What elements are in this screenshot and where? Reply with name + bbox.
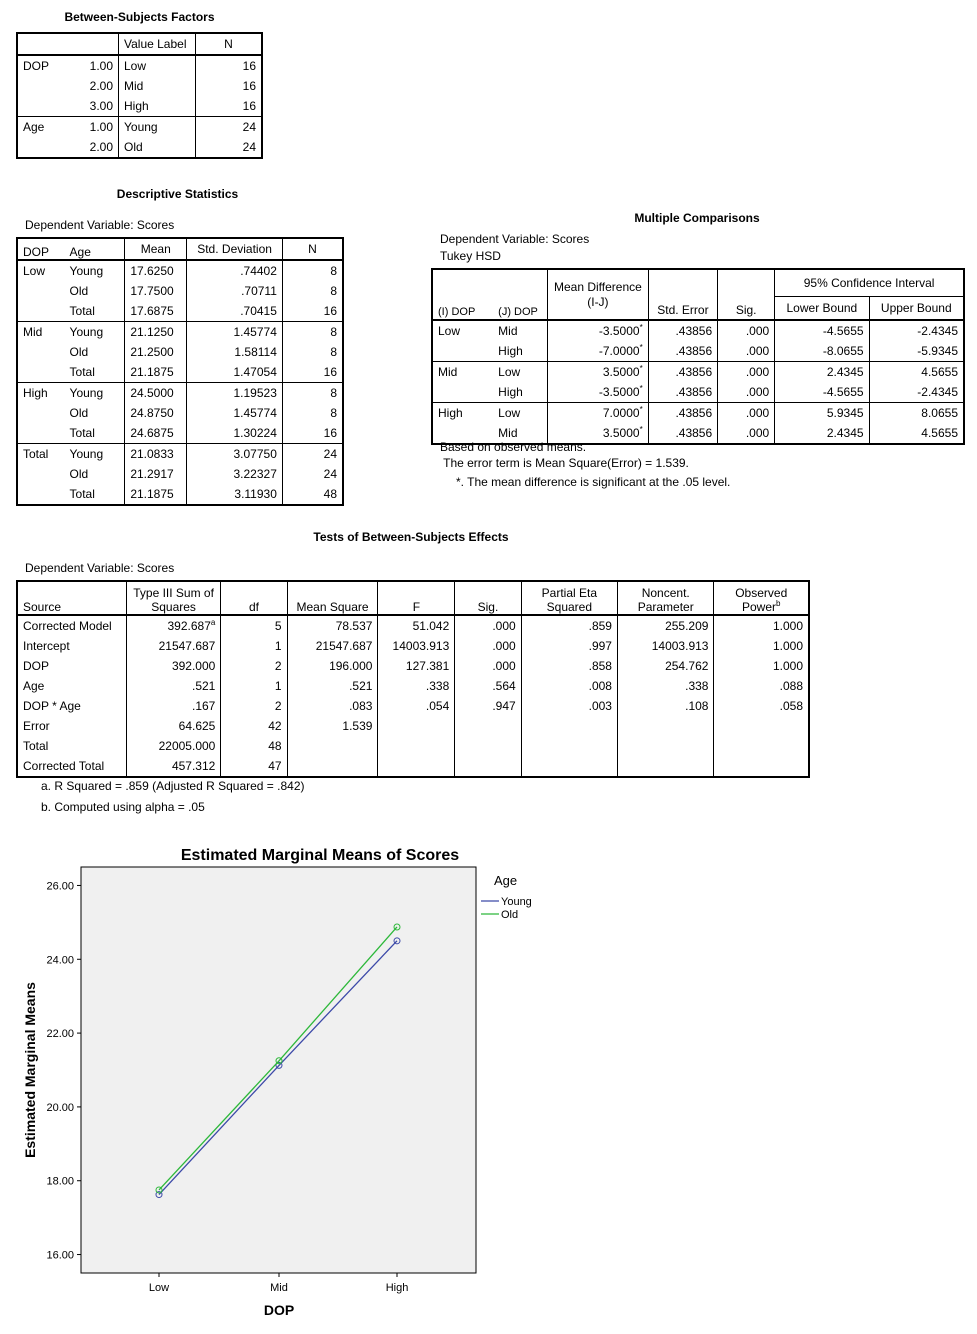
mean-value: 24.5000 xyxy=(125,383,187,404)
ss-value: 64.625 xyxy=(178,719,216,733)
factor-name: Age xyxy=(23,120,45,134)
header-eta: Partial Eta Squared xyxy=(521,581,617,615)
df-value: 48 xyxy=(221,736,287,756)
sig-value: .000 xyxy=(718,423,775,444)
df-value: 2 xyxy=(221,656,287,676)
sd-value: 1.58114 xyxy=(187,342,283,362)
header-sd: Std. Deviation xyxy=(187,238,283,260)
table-row xyxy=(17,96,262,117)
source-name: Corrected Model xyxy=(23,619,112,633)
tests-table xyxy=(16,580,810,778)
source-name: Age xyxy=(23,679,45,693)
sd-value: 3.07750 xyxy=(187,444,283,465)
eta-value: .003 xyxy=(521,696,617,716)
df-value: 1 xyxy=(221,676,287,696)
sd-value: 1.19523 xyxy=(187,383,283,404)
factor-level: 2.00 xyxy=(89,140,113,154)
mean-diff-cell xyxy=(548,382,649,403)
y-tick-label: 20.00 xyxy=(46,1101,74,1114)
f-value: .054 xyxy=(378,696,455,716)
ss-cell xyxy=(126,656,221,676)
age-level: Young xyxy=(69,386,104,400)
n-value: 16 xyxy=(196,76,263,96)
ss-value: .167 xyxy=(191,699,216,713)
j-dop: High xyxy=(498,344,523,358)
mean-diff-cell xyxy=(548,341,649,362)
table-row xyxy=(17,716,809,736)
descriptives-dep-var: Dependent Variable: Scores xyxy=(25,218,175,232)
x-tick-label: Mid xyxy=(270,1282,288,1294)
table-row xyxy=(432,382,964,403)
header-upper-bound: Upper Bound xyxy=(869,297,964,321)
eta-value: .008 xyxy=(521,676,617,696)
multiple-comparisons-table xyxy=(431,268,965,445)
ms-value: .083 xyxy=(287,696,378,716)
ss-cell xyxy=(126,736,221,756)
table-row xyxy=(432,403,964,424)
header-f: F xyxy=(378,581,455,615)
age-level: Old xyxy=(69,345,89,359)
sd-value: 1.47054 xyxy=(187,362,283,383)
power-value: 1.000 xyxy=(714,636,809,656)
table-row xyxy=(17,423,343,444)
y-tick-label: 22.00 xyxy=(46,1028,74,1041)
power-value: 1.000 xyxy=(714,615,809,636)
sig-value: .000 xyxy=(718,362,775,383)
power-value xyxy=(714,716,809,736)
lower-bound-value: -8.0655 xyxy=(775,341,869,362)
tests-dep-var: Dependent Variable: Scores xyxy=(25,561,175,575)
eta-value xyxy=(521,736,617,756)
sd-value: 3.11930 xyxy=(187,484,283,505)
table-row xyxy=(17,55,262,76)
age-level: Young xyxy=(69,264,104,278)
eta-value: .997 xyxy=(521,636,617,656)
source-name: Total xyxy=(23,739,49,753)
ss-value: 392.687 xyxy=(167,619,211,633)
table-row xyxy=(17,615,809,636)
f-value: 51.042 xyxy=(378,615,455,636)
noncent-value xyxy=(617,716,713,736)
between-factors-table xyxy=(16,32,263,159)
dop-group: High xyxy=(23,386,48,400)
table-row xyxy=(17,444,343,465)
header-power-label: Observed Power xyxy=(735,586,788,614)
table-row xyxy=(432,320,964,341)
power-value: 1.000 xyxy=(714,656,809,676)
source-name: DOP * Age xyxy=(23,699,81,713)
upper-bound-value: 4.5655 xyxy=(869,362,964,383)
std-error-value: .43856 xyxy=(648,341,717,362)
header-lower-bound: Lower Bound xyxy=(775,297,869,321)
header-sig: Sig. xyxy=(455,581,521,615)
table-row xyxy=(17,117,262,138)
eta-value xyxy=(521,756,617,777)
table-row xyxy=(17,342,343,362)
header-mean: Mean xyxy=(125,238,187,260)
ms-value: 21547.687 xyxy=(287,636,378,656)
sig-value: .000 xyxy=(718,341,775,362)
n-value: 8 xyxy=(282,260,343,281)
sd-value: 3.22327 xyxy=(187,464,283,484)
eta-value xyxy=(521,716,617,736)
n-value: 24 xyxy=(282,464,343,484)
sig-value: .947 xyxy=(455,696,521,716)
std-error-value: .43856 xyxy=(648,362,717,383)
table-row xyxy=(17,403,343,423)
x-axis-label: DOP xyxy=(263,1302,295,1318)
table-row xyxy=(432,341,964,362)
power-value: .058 xyxy=(714,696,809,716)
mean-value: 17.7500 xyxy=(125,281,187,301)
age-level: Total xyxy=(69,304,95,318)
lower-bound-value: 2.4345 xyxy=(775,362,869,383)
mean-value: 21.1250 xyxy=(125,322,187,343)
sig-value: .000 xyxy=(718,382,775,403)
descriptives-title: Descriptive Statistics xyxy=(116,187,239,201)
table-row xyxy=(17,362,343,383)
sig-value: .000 xyxy=(718,403,775,424)
significance-star: * xyxy=(639,405,643,414)
ss-value: 21547.687 xyxy=(158,639,216,653)
mc-footnote-2: The error term is Mean Square(Error) = 1.539. xyxy=(440,456,689,470)
n-value: 8 xyxy=(282,403,343,423)
factor-level: 1.00 xyxy=(89,59,113,73)
ss-value: .521 xyxy=(191,679,216,693)
table-row xyxy=(17,676,809,696)
age-level: Total xyxy=(69,426,95,440)
n-value: 24 xyxy=(282,444,343,465)
y-tick-label: 18.00 xyxy=(46,1175,74,1188)
dop-group: Total xyxy=(23,447,49,461)
header-age: Age xyxy=(69,245,91,259)
table-row xyxy=(17,756,809,777)
mean-value: 24.6875 xyxy=(125,423,187,444)
table-row xyxy=(17,464,343,484)
sig-value: .000 xyxy=(455,636,521,656)
x-tick-label: Low xyxy=(148,1282,170,1294)
between-factors-title: Between-Subjects Factors xyxy=(64,10,215,24)
table-row xyxy=(17,656,809,676)
chart-title: Estimated Marginal Means of Scores xyxy=(180,847,460,864)
n-value: 8 xyxy=(282,342,343,362)
dop-group: Low xyxy=(23,264,46,278)
sig-value xyxy=(455,756,521,777)
mean-diff-value: -3.5000 xyxy=(598,324,640,338)
legend-title: Age xyxy=(494,873,518,888)
header-noncent: Noncent. Parameter xyxy=(617,581,713,615)
mean-diff-value: 3.5000 xyxy=(602,365,640,379)
j-dop: Mid xyxy=(498,324,518,338)
ss-cell xyxy=(126,615,221,636)
n-value: 24 xyxy=(196,137,263,158)
n-value: 16 xyxy=(196,96,263,117)
sd-value: 1.30224 xyxy=(187,423,283,444)
plot-area xyxy=(81,867,476,1273)
age-level: Young xyxy=(69,325,104,339)
table-row xyxy=(17,636,809,656)
factor-name xyxy=(17,96,64,117)
mean-diff-value: 7.0000 xyxy=(602,406,640,420)
eta-value: .859 xyxy=(521,615,617,636)
n-value: 16 xyxy=(196,55,263,76)
y-tick-label: 26.00 xyxy=(46,880,74,893)
y-axis-label: Estimated Marginal Means xyxy=(22,982,38,1158)
value-label: High xyxy=(119,96,196,117)
factor-name xyxy=(17,137,64,158)
mean-value: 21.1875 xyxy=(125,484,187,505)
f-value: 14003.913 xyxy=(378,636,455,656)
sd-value: .70415 xyxy=(187,301,283,322)
mean-diff-cell xyxy=(548,362,649,383)
header-n: N xyxy=(282,238,343,260)
mean-diff-value: -7.0000 xyxy=(598,344,640,358)
age-level: Old xyxy=(69,284,89,298)
header-j-dop: (J) DOP xyxy=(498,306,538,318)
noncent-value: 254.762 xyxy=(617,656,713,676)
power-value xyxy=(714,736,809,756)
sig-value xyxy=(455,716,521,736)
age-level: Old xyxy=(69,406,89,420)
significance-star: * xyxy=(639,323,643,332)
sig-value: .000 xyxy=(455,656,521,676)
j-dop: Mid xyxy=(498,426,518,440)
multiple-comparisons-title: Multiple Comparisons xyxy=(634,211,760,225)
f-value xyxy=(378,756,455,777)
std-error-value: .43856 xyxy=(648,382,717,403)
header-source: Source xyxy=(23,600,62,614)
tests-title: Tests of Between-Subjects Effects xyxy=(313,530,509,544)
sd-value: 1.45774 xyxy=(187,403,283,423)
power-value: .088 xyxy=(714,676,809,696)
i-dop: High xyxy=(438,406,463,420)
j-dop: Low xyxy=(498,406,521,420)
table-row xyxy=(17,484,343,505)
ms-value: 78.537 xyxy=(287,615,378,636)
std-error-value: .43856 xyxy=(648,403,717,424)
mean-diff-value: 3.5000 xyxy=(602,426,640,440)
df-value: 47 xyxy=(221,756,287,777)
noncent-value: .108 xyxy=(617,696,713,716)
table-row xyxy=(17,76,262,96)
header-mean-diff: Mean Difference (I-J) xyxy=(548,269,649,320)
table-row xyxy=(17,281,343,301)
sig-value xyxy=(455,736,521,756)
sig-value: .000 xyxy=(455,615,521,636)
n-value: 8 xyxy=(282,281,343,301)
mean-value: 21.0833 xyxy=(125,444,187,465)
df-value: 5 xyxy=(221,615,287,636)
mean-value: 21.2917 xyxy=(125,464,187,484)
table-row xyxy=(17,736,809,756)
significance-star: * xyxy=(639,343,643,352)
header-sig: Sig. xyxy=(718,269,775,320)
f-value: 127.381 xyxy=(378,656,455,676)
mean-value: 17.6875 xyxy=(125,301,187,322)
mean-value: 21.2500 xyxy=(125,342,187,362)
mean-value: 21.1875 xyxy=(125,362,187,383)
ms-value: 1.539 xyxy=(287,716,378,736)
lower-bound-value: -4.5655 xyxy=(775,320,869,341)
ms-value: .521 xyxy=(287,676,378,696)
n-value: 16 xyxy=(282,423,343,444)
table-row xyxy=(17,260,343,281)
estimated-marginal-means-chart xyxy=(0,834,977,1334)
mean-diff-value: -3.5000 xyxy=(598,385,640,399)
header-i-dop: (I) DOP xyxy=(438,306,476,318)
tests-footnote-b: b. Computed using alpha = .05 xyxy=(41,800,205,814)
noncent-value: 14003.913 xyxy=(617,636,713,656)
value-label: Young xyxy=(119,117,196,138)
factor-level: 3.00 xyxy=(89,99,113,113)
f-value xyxy=(378,736,455,756)
ms-value xyxy=(287,736,378,756)
mc-dep-var: Dependent Variable: Scores xyxy=(440,232,590,246)
y-tick-label: 16.00 xyxy=(46,1249,74,1262)
table-row xyxy=(432,362,964,383)
mean-value: 17.6250 xyxy=(125,260,187,281)
dop-group: Mid xyxy=(23,325,43,339)
value-label: Old xyxy=(119,137,196,158)
noncent-value: 255.209 xyxy=(617,615,713,636)
mean-value: 24.8750 xyxy=(125,403,187,423)
ss-cell xyxy=(126,696,221,716)
legend-label-young: Young xyxy=(501,896,532,908)
table-row xyxy=(17,322,343,343)
mean-diff-cell xyxy=(548,403,649,424)
ss-value: 392.000 xyxy=(171,659,216,673)
df-value: 2 xyxy=(221,696,287,716)
mean-diff-cell xyxy=(548,320,649,341)
ss-cell xyxy=(126,636,221,656)
header-dop: DOP xyxy=(23,245,50,259)
ss-cell xyxy=(126,756,221,777)
source-name: Corrected Total xyxy=(23,759,105,773)
noncent-value xyxy=(617,756,713,777)
header-ms: Mean Square xyxy=(287,581,378,615)
upper-bound-value: 8.0655 xyxy=(869,403,964,424)
std-error-value: .43856 xyxy=(648,320,717,341)
ss-footnote-marker: a xyxy=(210,618,216,627)
age-level: Total xyxy=(69,487,95,501)
sig-value: .000 xyxy=(718,320,775,341)
lower-bound-value: 2.4345 xyxy=(775,423,869,444)
factor-name: DOP xyxy=(23,59,50,73)
n-value: 16 xyxy=(282,362,343,383)
j-dop: High xyxy=(498,385,523,399)
table-row xyxy=(17,696,809,716)
tests-footnote-a: a. R Squared = .859 (Adjusted R Squared = .842) xyxy=(41,779,305,793)
ms-value xyxy=(287,756,378,777)
age-level: Young xyxy=(69,447,104,461)
table-row xyxy=(17,301,343,322)
value-label: Mid xyxy=(119,76,196,96)
i-dop: Mid xyxy=(438,365,458,379)
source-name: DOP xyxy=(23,659,50,673)
power-value xyxy=(714,756,809,777)
legend-label-old: Old xyxy=(501,909,519,921)
header-df: df xyxy=(221,581,287,615)
lower-bound-value: 5.9345 xyxy=(775,403,869,424)
sd-value: .74402 xyxy=(187,260,283,281)
header-n: N xyxy=(196,33,263,55)
sd-value: 1.45774 xyxy=(187,322,283,343)
header-ci: 95% Confidence Interval xyxy=(775,269,964,297)
n-value: 24 xyxy=(196,117,263,138)
factor-level: 1.00 xyxy=(89,120,113,134)
df-value: 42 xyxy=(221,716,287,736)
significance-star: * xyxy=(639,425,643,434)
header-power-sup: b xyxy=(776,599,781,608)
std-error-value: .43856 xyxy=(648,423,717,444)
ss-value: 457.312 xyxy=(171,759,216,773)
header-std-error: Std. Error xyxy=(648,269,717,320)
ss-value: 22005.000 xyxy=(158,739,216,753)
mc-footnote-1: Based on observed means. xyxy=(440,440,587,454)
header-power xyxy=(714,581,809,615)
header-value-label: Value Label xyxy=(119,33,196,55)
header-ss: Type III Sum of Squares xyxy=(126,581,221,615)
upper-bound-value: -5.9345 xyxy=(869,341,964,362)
i-dop: Low xyxy=(438,324,461,338)
ms-value: 196.000 xyxy=(287,656,378,676)
table-row xyxy=(17,137,262,158)
f-value: .338 xyxy=(378,676,455,696)
age-level: Old xyxy=(69,467,89,481)
table-row xyxy=(17,383,343,404)
sig-value: .564 xyxy=(455,676,521,696)
f-value xyxy=(378,716,455,736)
mc-method: Tukey HSD xyxy=(440,249,501,263)
significance-star: * xyxy=(639,384,643,393)
lower-bound-value: -4.5655 xyxy=(775,382,869,403)
n-value: 8 xyxy=(282,322,343,343)
eta-value: .858 xyxy=(521,656,617,676)
y-tick-label: 24.00 xyxy=(46,954,74,967)
descriptives-table xyxy=(16,237,344,506)
mc-footnote-3: *. The mean difference is significant at the .05 level. xyxy=(456,475,731,489)
ss-cell xyxy=(126,716,221,736)
noncent-value xyxy=(617,736,713,756)
value-label: Low xyxy=(119,55,196,76)
x-tick-label: High xyxy=(385,1282,409,1294)
df-value: 1 xyxy=(221,636,287,656)
factor-name xyxy=(17,76,64,96)
factor-level: 2.00 xyxy=(89,79,113,93)
significance-star: * xyxy=(639,364,643,373)
upper-bound-value: 4.5655 xyxy=(869,423,964,444)
upper-bound-value: -2.4345 xyxy=(869,382,964,403)
n-value: 16 xyxy=(282,301,343,322)
source-name: Intercept xyxy=(23,639,70,653)
n-value: 48 xyxy=(282,484,343,505)
sd-value: .70711 xyxy=(187,281,283,301)
age-level: Total xyxy=(69,365,95,379)
noncent-value: .338 xyxy=(617,676,713,696)
ss-cell xyxy=(126,676,221,696)
j-dop: Low xyxy=(498,365,521,379)
upper-bound-value: -2.4345 xyxy=(869,320,964,341)
n-value: 8 xyxy=(282,383,343,404)
source-name: Error xyxy=(23,719,50,733)
